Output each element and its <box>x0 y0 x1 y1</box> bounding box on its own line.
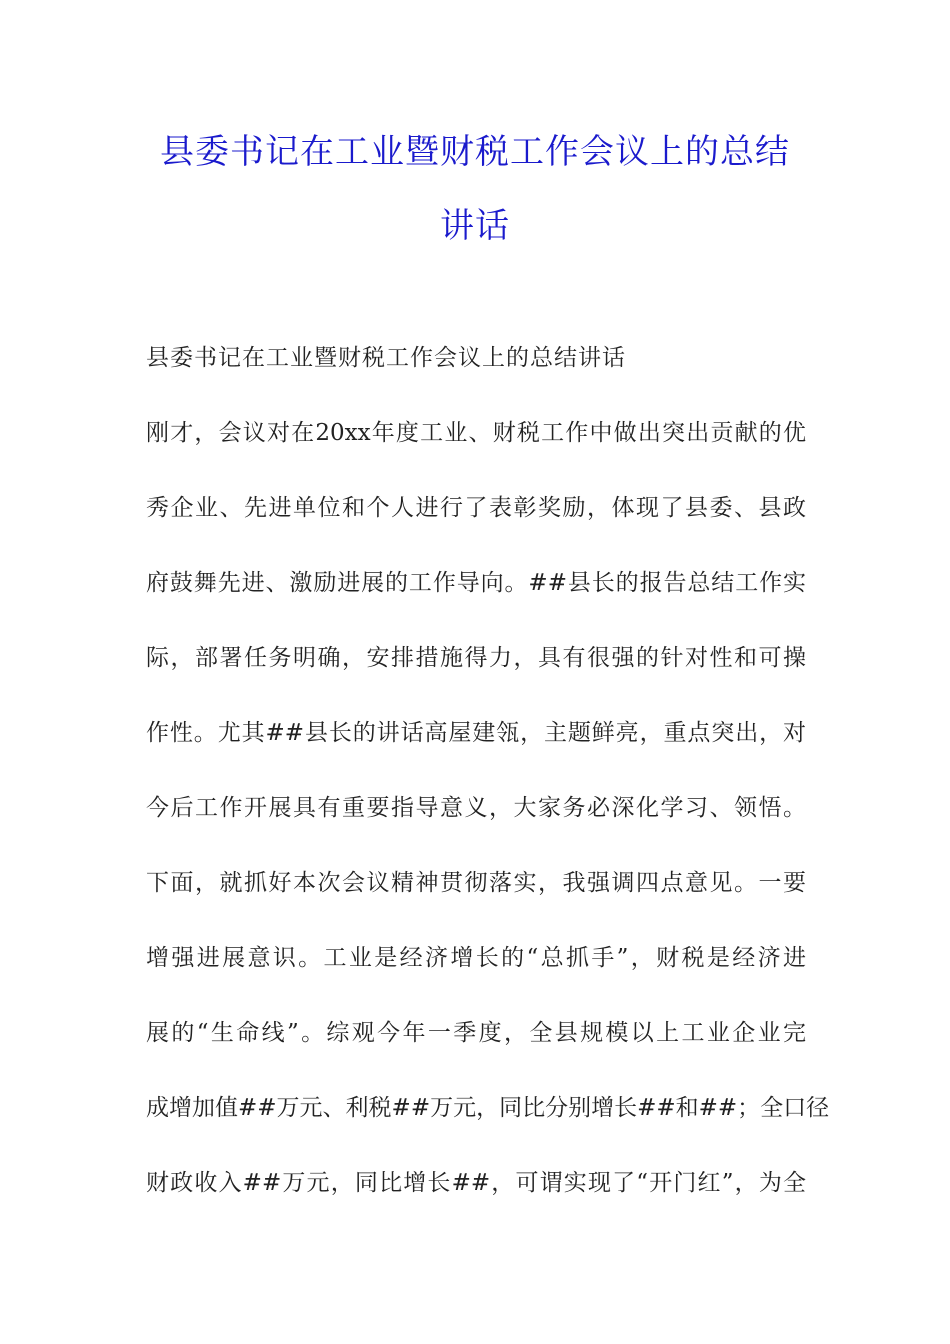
body-line-5: 际，部署任务明确，安排措施得力，具有很强的针对性和可操 <box>146 645 806 671</box>
body-line-2: 刚才，会议对在20xx年度工业、财税工作中做出突出贡献的优 <box>146 420 806 446</box>
body-line-8: 下面，就抓好本次会议精神贯彻落实，我强调四点意见。一要 <box>146 870 806 896</box>
body-line-3: 秀企业、先进单位和个人进行了表彰奖励，体现了县委、县政 <box>146 495 806 521</box>
body-line-10: 展的“生命线”。综观今年一季度，全县规模以上工业企业完 <box>146 1020 806 1046</box>
body-line-11: 成增加值##万元、利税##万元，同比分别增长##和##；全口径 <box>146 1095 830 1121</box>
document-title-line-1: 县委书记在工业暨财税工作会议上的总结 <box>160 132 790 172</box>
body-line-6: 作性。尤其##县长的讲话高屋建瓴，主题鲜亮，重点突出，对 <box>146 720 806 746</box>
body-line-1: 县委书记在工业暨财税工作会议上的总结讲话 <box>146 345 626 371</box>
body-line-4: 府鼓舞先进、激励进展的工作导向。##县长的报告总结工作实 <box>146 570 806 596</box>
body-line-7: 今后工作开展具有重要指导意义，大家务必深化学习、领悟。 <box>146 795 806 821</box>
body-line-12: 财政收入##万元，同比增长##，可谓实现了“开门红”，为全 <box>146 1170 806 1196</box>
body-line-9: 增强进展意识。工业是经济增长的“总抓手”，财税是经济进 <box>146 945 806 971</box>
document-title-line-2: 讲话 <box>440 206 510 246</box>
